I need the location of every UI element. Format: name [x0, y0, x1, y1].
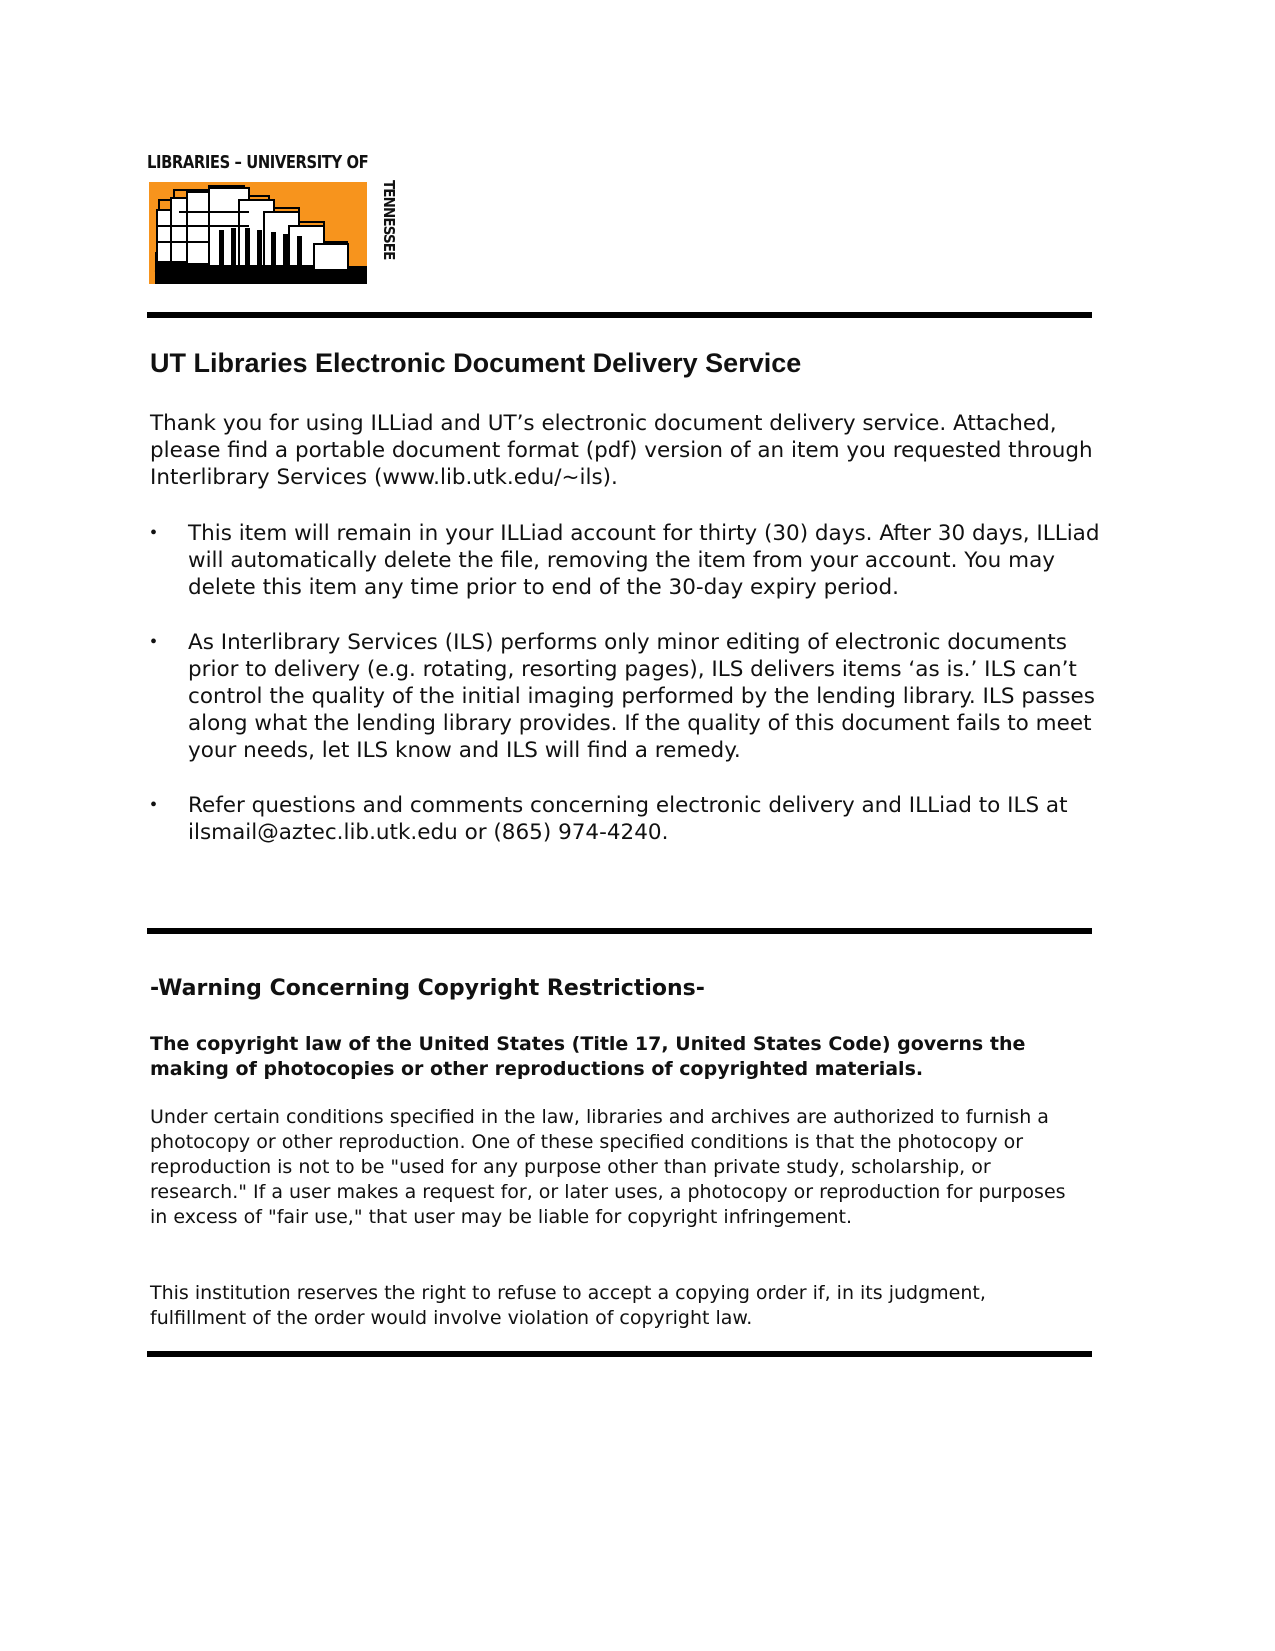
bullet-icon: • — [150, 794, 158, 816]
ut-libraries-logo — [147, 152, 397, 284]
divider-top — [147, 312, 1092, 318]
info-bullet-list — [150, 520, 1100, 874]
divider-middle — [147, 928, 1092, 934]
institution-rights-paragraph: This institution reserves the right to refuse to accept a copying order if, in its judgment, fulfillment of the order would involve violation of copyright law. — [150, 1282, 986, 1329]
bullet-icon: • — [150, 522, 158, 544]
bullet-text: Refer questions and comments concerning electronic delivery and ILLiad to ILS at ilsmail@aztec.lib.utk.edu or (865) 974-4240. — [188, 793, 1068, 845]
logo-building-graphic — [149, 182, 367, 284]
copyright-conditions-paragraph: Under certain conditions specified in the law, libraries and archives are authorized to furnish a photocopy or other reproduction. One of these specified conditions is that the photocopy or reproduction is not to be "used for any purpose other than private study, scholarship, or research." If a user makes a request for, or later uses, a photocopy or reproduction for purposes in excess of "fair use," that user may be liable for copyright infringement. — [150, 1106, 1066, 1228]
bullet-text: This item will remain in your ILLiad account for thirty (30) days. After 30 days, ILLiad will automatically delete the file, removing the item from your account. You may delete this item any time prior to end of the 30-day expiry period. — [188, 521, 1100, 600]
intro-paragraph: Thank you for using ILLiad and UT’s electronic document delivery service. Attached, please find a portable document format (pdf) version of an item you requested through Interlibrary Services (www.lib.utk.edu/~ils). — [150, 411, 1093, 490]
building-icon — [149, 182, 367, 284]
bullet-text: As Interlibrary Services (ILS) performs only minor editing of electronic documents prior to delivery (e.g. rotating, resorting pages), ILS delivers items ‘as is.’ ILS can’t control the quality of the initial imaging performed by the lending library. ILS passes along what the lending library provides. If the quality of this document fails to meet your needs, let ILS know and ILS will find a remedy. — [188, 630, 1095, 763]
copyright-warning-title: -Warning Concerning Copyright Restrictions- — [150, 976, 705, 1001]
bullet-icon: • — [150, 631, 158, 653]
logo-side-text: TENNESSEE — [380, 180, 398, 260]
list-item — [150, 792, 1100, 846]
page-title: UT Libraries Electronic Document Delivery Service — [150, 348, 802, 378]
list-item — [150, 629, 1100, 764]
logo-top-text: LIBRARIES – UNIVERSITY OF — [147, 152, 369, 173]
copyright-law-statement: The copyright law of the United States (Title 17, United States Code) governs the making of photocopies or other reproductions of copyrighted materials. — [150, 1033, 1026, 1080]
divider-bottom — [147, 1351, 1092, 1357]
list-item — [150, 520, 1100, 601]
